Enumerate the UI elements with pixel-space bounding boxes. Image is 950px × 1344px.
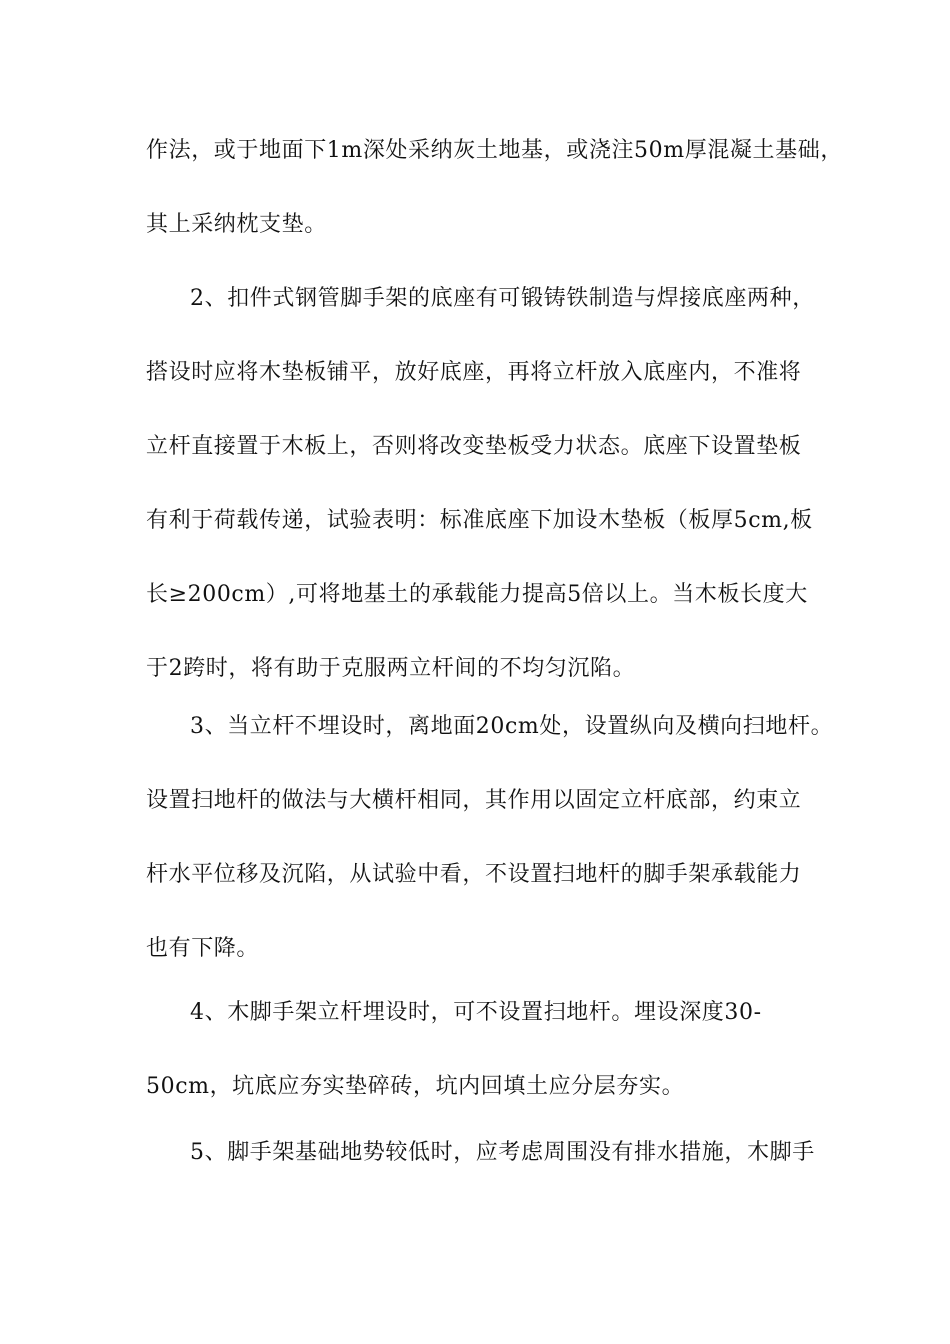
text-line: 有利于荷载传递，试验表明：标准底座下加设木垫板（板厚5cm,板: [146, 508, 813, 533]
text-line: 长≥200cm）,可将地基土的承载能力提高5倍以上。当木板长度大: [146, 582, 808, 607]
paragraph-3-start: 3、当立杆不埋设时，离地面20cm处，设置纵向及横向扫地杆。: [190, 714, 834, 739]
text-line: 其上采纳枕支垫。: [146, 212, 327, 237]
paragraph-2-start: 2、扣件式钢管脚手架的底座有可锻铸铁制造与焊接底座两种，: [190, 286, 815, 311]
paragraph-4-start: 4、木脚手架立杆埋设时，可不设置扫地杆。埋设深度30-: [190, 1000, 762, 1025]
text-line: 也有下降。: [146, 936, 260, 961]
text-line: 设置扫地杆的做法与大横杆相同，其作用以固定立杆底部，约束立: [146, 788, 802, 813]
text-line: 杆水平位移及沉陷，从试验中看，不设置扫地杆的脚手架承载能力: [146, 862, 802, 887]
text-line: 于2跨时，将有助于克服两立杆间的不均匀沉陷。: [146, 656, 636, 681]
text-line: 作法，或于地面下1m深处采纳灰土地基，或浇注50m厚混凝土基础，: [146, 138, 843, 163]
text-line: 立杆直接置于木板上，否则将改变垫板受力状态。底座下设置垫板: [146, 434, 802, 459]
paragraph-5-start: 5、脚手架基础地势较低时，应考虑周围没有排水措施，木脚手: [190, 1140, 815, 1165]
text-line: 搭设时应将木垫板铺平，放好底座，再将立杆放入底座内，不准将: [146, 360, 802, 385]
text-line: 50cm，坑底应夯实垫碎砖，坑内回填土应分层夯实。: [146, 1074, 685, 1099]
